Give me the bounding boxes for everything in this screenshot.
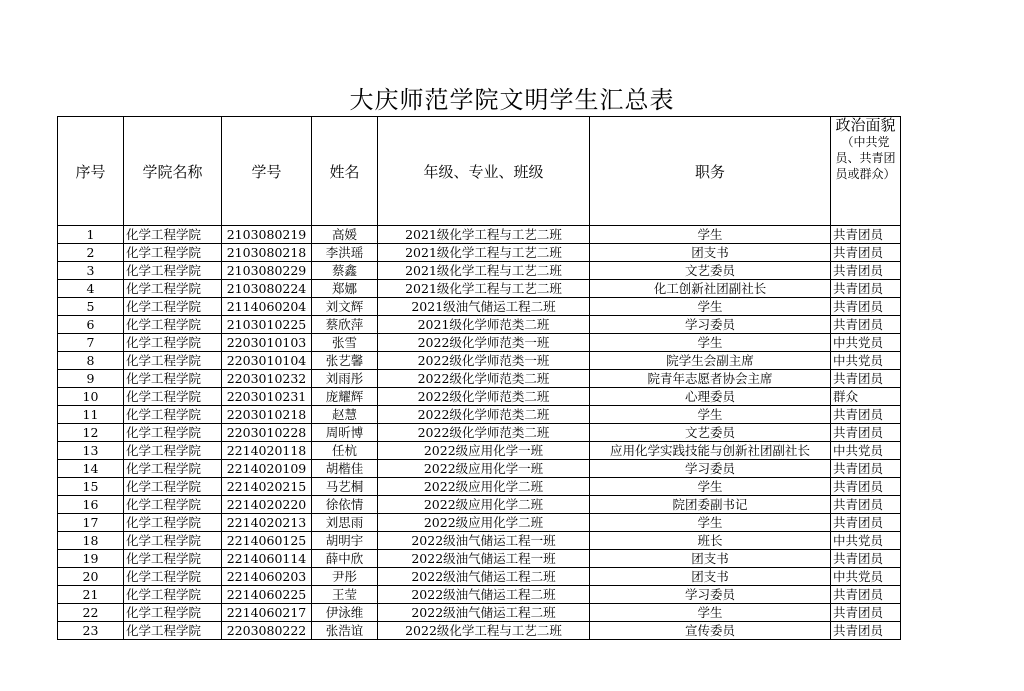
cell-name: 刘雨彤 <box>312 370 378 388</box>
cell-college: 化学工程学院 <box>124 496 222 514</box>
cell-college: 化学工程学院 <box>124 370 222 388</box>
cell-student-id: 2103080229 <box>222 262 312 280</box>
cell-college: 化学工程学院 <box>124 460 222 478</box>
cell-seq: 10 <box>58 388 124 406</box>
cell-political-status: 中共党员 <box>831 352 901 370</box>
cell-name: 王莹 <box>312 586 378 604</box>
cell-college: 化学工程学院 <box>124 586 222 604</box>
cell-seq: 21 <box>58 586 124 604</box>
students-table <box>57 116 901 640</box>
cell-student-id: 2203010232 <box>222 370 312 388</box>
cell-political-status: 共青团员 <box>831 298 901 316</box>
cell-name: 尹彤 <box>312 568 378 586</box>
cell-position: 院青年志愿者协会主席 <box>590 370 831 388</box>
cell-position: 心理委员 <box>590 388 831 406</box>
header-row <box>58 117 901 226</box>
cell-college: 化学工程学院 <box>124 316 222 334</box>
cell-class: 2021级化学工程与工艺二班 <box>378 262 590 280</box>
cell-class: 2022级化学工程与工艺二班 <box>378 622 590 640</box>
table-row <box>58 568 901 586</box>
cell-position: 文艺委员 <box>590 262 831 280</box>
cell-political-status: 共青团员 <box>831 226 901 244</box>
cell-college: 化学工程学院 <box>124 244 222 262</box>
table-row <box>58 334 901 352</box>
cell-political-status: 共青团员 <box>831 370 901 388</box>
cell-political-status: 共青团员 <box>831 424 901 442</box>
cell-class: 2022级油气储运工程二班 <box>378 586 590 604</box>
table-row <box>58 370 901 388</box>
cell-college: 化学工程学院 <box>124 532 222 550</box>
cell-class: 2022级油气储运工程二班 <box>378 568 590 586</box>
cell-seq: 1 <box>58 226 124 244</box>
cell-position: 化工创新社团副社长 <box>590 280 831 298</box>
header-political-note: （中共党员、共青团员或群众） <box>835 135 896 181</box>
header-political-main: 政治面貌 <box>835 116 896 134</box>
cell-college: 化学工程学院 <box>124 388 222 406</box>
cell-name: 胡明宇 <box>312 532 378 550</box>
cell-political-status: 共青团员 <box>831 622 901 640</box>
cell-political-status: 中共党员 <box>831 532 901 550</box>
cell-student-id: 2214060114 <box>222 550 312 568</box>
cell-class: 2022级化学师范类一班 <box>378 352 590 370</box>
cell-name: 周昕博 <box>312 424 378 442</box>
cell-seq: 9 <box>58 370 124 388</box>
cell-class: 2021级油气储运工程二班 <box>378 298 590 316</box>
cell-name: 李洪瑶 <box>312 244 378 262</box>
table-row <box>58 298 901 316</box>
cell-student-id: 2103010225 <box>222 316 312 334</box>
cell-college: 化学工程学院 <box>124 406 222 424</box>
cell-position: 学生 <box>590 298 831 316</box>
cell-college: 化学工程学院 <box>124 352 222 370</box>
cell-political-status: 中共党员 <box>831 334 901 352</box>
cell-class: 2022级应用化学一班 <box>378 460 590 478</box>
cell-seq: 7 <box>58 334 124 352</box>
cell-political-status: 群众 <box>831 388 901 406</box>
table-row <box>58 388 901 406</box>
cell-college: 化学工程学院 <box>124 280 222 298</box>
table-row <box>58 442 901 460</box>
cell-name: 高媛 <box>312 226 378 244</box>
cell-name: 郑娜 <box>312 280 378 298</box>
cell-class: 2022级化学师范类二班 <box>378 406 590 424</box>
cell-political-status: 共青团员 <box>831 406 901 424</box>
cell-name: 徐依情 <box>312 496 378 514</box>
table-row <box>58 496 901 514</box>
cell-seq: 18 <box>58 532 124 550</box>
cell-seq: 22 <box>58 604 124 622</box>
cell-seq: 2 <box>58 244 124 262</box>
cell-college: 化学工程学院 <box>124 424 222 442</box>
cell-seq: 19 <box>58 550 124 568</box>
cell-position: 学生 <box>590 226 831 244</box>
cell-position: 院学生会副主席 <box>590 352 831 370</box>
header-class: 年级、专业、班级 <box>378 117 590 226</box>
table-row <box>58 478 901 496</box>
table-row <box>58 352 901 370</box>
cell-political-status: 共青团员 <box>831 514 901 532</box>
cell-college: 化学工程学院 <box>124 514 222 532</box>
cell-student-id: 2203010103 <box>222 334 312 352</box>
cell-seq: 20 <box>58 568 124 586</box>
cell-class: 2022级应用化学二班 <box>378 478 590 496</box>
cell-political-status: 中共党员 <box>831 442 901 460</box>
cell-student-id: 2203010231 <box>222 388 312 406</box>
cell-college: 化学工程学院 <box>124 226 222 244</box>
cell-student-id: 2203010228 <box>222 424 312 442</box>
cell-class: 2022级化学师范类二班 <box>378 370 590 388</box>
cell-college: 化学工程学院 <box>124 604 222 622</box>
cell-class: 2022级化学师范类二班 <box>378 424 590 442</box>
header-position: 职务 <box>590 117 831 226</box>
cell-class: 2022级应用化学二班 <box>378 496 590 514</box>
cell-political-status: 共青团员 <box>831 496 901 514</box>
cell-class: 2022级油气储运工程一班 <box>378 550 590 568</box>
cell-name: 张浩谊 <box>312 622 378 640</box>
table-row <box>58 280 901 298</box>
table-row <box>58 550 901 568</box>
cell-position: 学习委员 <box>590 460 831 478</box>
table-row <box>58 460 901 478</box>
cell-position: 学生 <box>590 334 831 352</box>
header-name: 姓名 <box>312 117 378 226</box>
cell-seq: 8 <box>58 352 124 370</box>
cell-name: 胡楷佳 <box>312 460 378 478</box>
cell-position: 学生 <box>590 478 831 496</box>
cell-political-status: 共青团员 <box>831 460 901 478</box>
cell-seq: 17 <box>58 514 124 532</box>
cell-college: 化学工程学院 <box>124 442 222 460</box>
cell-student-id: 2214020215 <box>222 478 312 496</box>
cell-student-id: 2114060204 <box>222 298 312 316</box>
header-seq: 序号 <box>58 117 124 226</box>
cell-student-id: 2214060125 <box>222 532 312 550</box>
cell-seq: 4 <box>58 280 124 298</box>
table-row <box>58 244 901 262</box>
table-row <box>58 604 901 622</box>
cell-name: 赵慧 <box>312 406 378 424</box>
cell-seq: 13 <box>58 442 124 460</box>
cell-name: 蔡鑫 <box>312 262 378 280</box>
cell-student-id: 2214060203 <box>222 568 312 586</box>
cell-position: 班长 <box>590 532 831 550</box>
cell-name: 张雪 <box>312 334 378 352</box>
cell-college: 化学工程学院 <box>124 550 222 568</box>
table-row <box>58 316 901 334</box>
cell-name: 张艺馨 <box>312 352 378 370</box>
table-row <box>58 622 901 640</box>
cell-class: 2021级化学师范类二班 <box>378 316 590 334</box>
cell-seq: 14 <box>58 460 124 478</box>
cell-college: 化学工程学院 <box>124 334 222 352</box>
cell-seq: 5 <box>58 298 124 316</box>
cell-class: 2022级化学师范类一班 <box>378 334 590 352</box>
cell-seq: 15 <box>58 478 124 496</box>
cell-class: 2022级化学师范类二班 <box>378 388 590 406</box>
cell-political-status: 共青团员 <box>831 550 901 568</box>
cell-name: 刘文辉 <box>312 298 378 316</box>
cell-class: 2022级应用化学二班 <box>378 514 590 532</box>
table-row <box>58 226 901 244</box>
header-student-id: 学号 <box>222 117 312 226</box>
cell-position: 学生 <box>590 604 831 622</box>
cell-name: 刘思雨 <box>312 514 378 532</box>
table-row <box>58 586 901 604</box>
cell-position: 团支书 <box>590 550 831 568</box>
cell-name: 伊泳维 <box>312 604 378 622</box>
table-row <box>58 262 901 280</box>
cell-seq: 16 <box>58 496 124 514</box>
cell-seq: 23 <box>58 622 124 640</box>
cell-student-id: 2203010218 <box>222 406 312 424</box>
cell-student-id: 2214020220 <box>222 496 312 514</box>
cell-college: 化学工程学院 <box>124 478 222 496</box>
cell-name: 蔡欣萍 <box>312 316 378 334</box>
header-college: 学院名称 <box>124 117 222 226</box>
cell-student-id: 2214060225 <box>222 586 312 604</box>
cell-student-id: 2214020109 <box>222 460 312 478</box>
cell-class: 2021级化学工程与工艺二班 <box>378 244 590 262</box>
page-title: 大庆师范学院文明学生汇总表 <box>349 86 675 114</box>
cell-political-status: 中共党员 <box>831 568 901 586</box>
cell-position: 应用化学实践技能与创新社团副社长 <box>590 442 831 460</box>
cell-student-id: 2214020118 <box>222 442 312 460</box>
cell-seq: 6 <box>58 316 124 334</box>
table-row <box>58 514 901 532</box>
cell-name: 薛中欣 <box>312 550 378 568</box>
cell-name: 庞耀辉 <box>312 388 378 406</box>
cell-position: 团支书 <box>590 244 831 262</box>
cell-political-status: 共青团员 <box>831 316 901 334</box>
cell-student-id: 2103080224 <box>222 280 312 298</box>
cell-college: 化学工程学院 <box>124 622 222 640</box>
cell-college: 化学工程学院 <box>124 262 222 280</box>
header-political-status <box>831 117 901 226</box>
cell-student-id: 2203080222 <box>222 622 312 640</box>
cell-seq: 12 <box>58 424 124 442</box>
cell-position: 学习委员 <box>590 586 831 604</box>
cell-position: 团支书 <box>590 568 831 586</box>
cell-political-status: 共青团员 <box>831 244 901 262</box>
cell-position: 学习委员 <box>590 316 831 334</box>
cell-political-status: 共青团员 <box>831 586 901 604</box>
cell-college: 化学工程学院 <box>124 568 222 586</box>
table-row <box>58 532 901 550</box>
cell-student-id: 2103080219 <box>222 226 312 244</box>
cell-political-status: 共青团员 <box>831 604 901 622</box>
cell-name: 马艺桐 <box>312 478 378 496</box>
cell-political-status: 共青团员 <box>831 262 901 280</box>
cell-student-id: 2203010104 <box>222 352 312 370</box>
cell-student-id: 2214020213 <box>222 514 312 532</box>
cell-position: 学生 <box>590 406 831 424</box>
cell-position: 文艺委员 <box>590 424 831 442</box>
cell-position: 院团委副书记 <box>590 496 831 514</box>
cell-position: 学生 <box>590 514 831 532</box>
cell-class: 2021级化学工程与工艺二班 <box>378 226 590 244</box>
table-row <box>58 406 901 424</box>
cell-seq: 11 <box>58 406 124 424</box>
cell-political-status: 共青团员 <box>831 280 901 298</box>
cell-college: 化学工程学院 <box>124 298 222 316</box>
cell-seq: 3 <box>58 262 124 280</box>
cell-class: 2022级油气储运工程一班 <box>378 532 590 550</box>
cell-name: 任杭 <box>312 442 378 460</box>
table-row <box>58 424 901 442</box>
cell-student-id: 2214060217 <box>222 604 312 622</box>
cell-class: 2022级应用化学一班 <box>378 442 590 460</box>
cell-position: 宣传委员 <box>590 622 831 640</box>
cell-political-status: 共青团员 <box>831 478 901 496</box>
cell-student-id: 2103080218 <box>222 244 312 262</box>
cell-class: 2021级化学工程与工艺二班 <box>378 280 590 298</box>
cell-class: 2022级油气储运工程二班 <box>378 604 590 622</box>
